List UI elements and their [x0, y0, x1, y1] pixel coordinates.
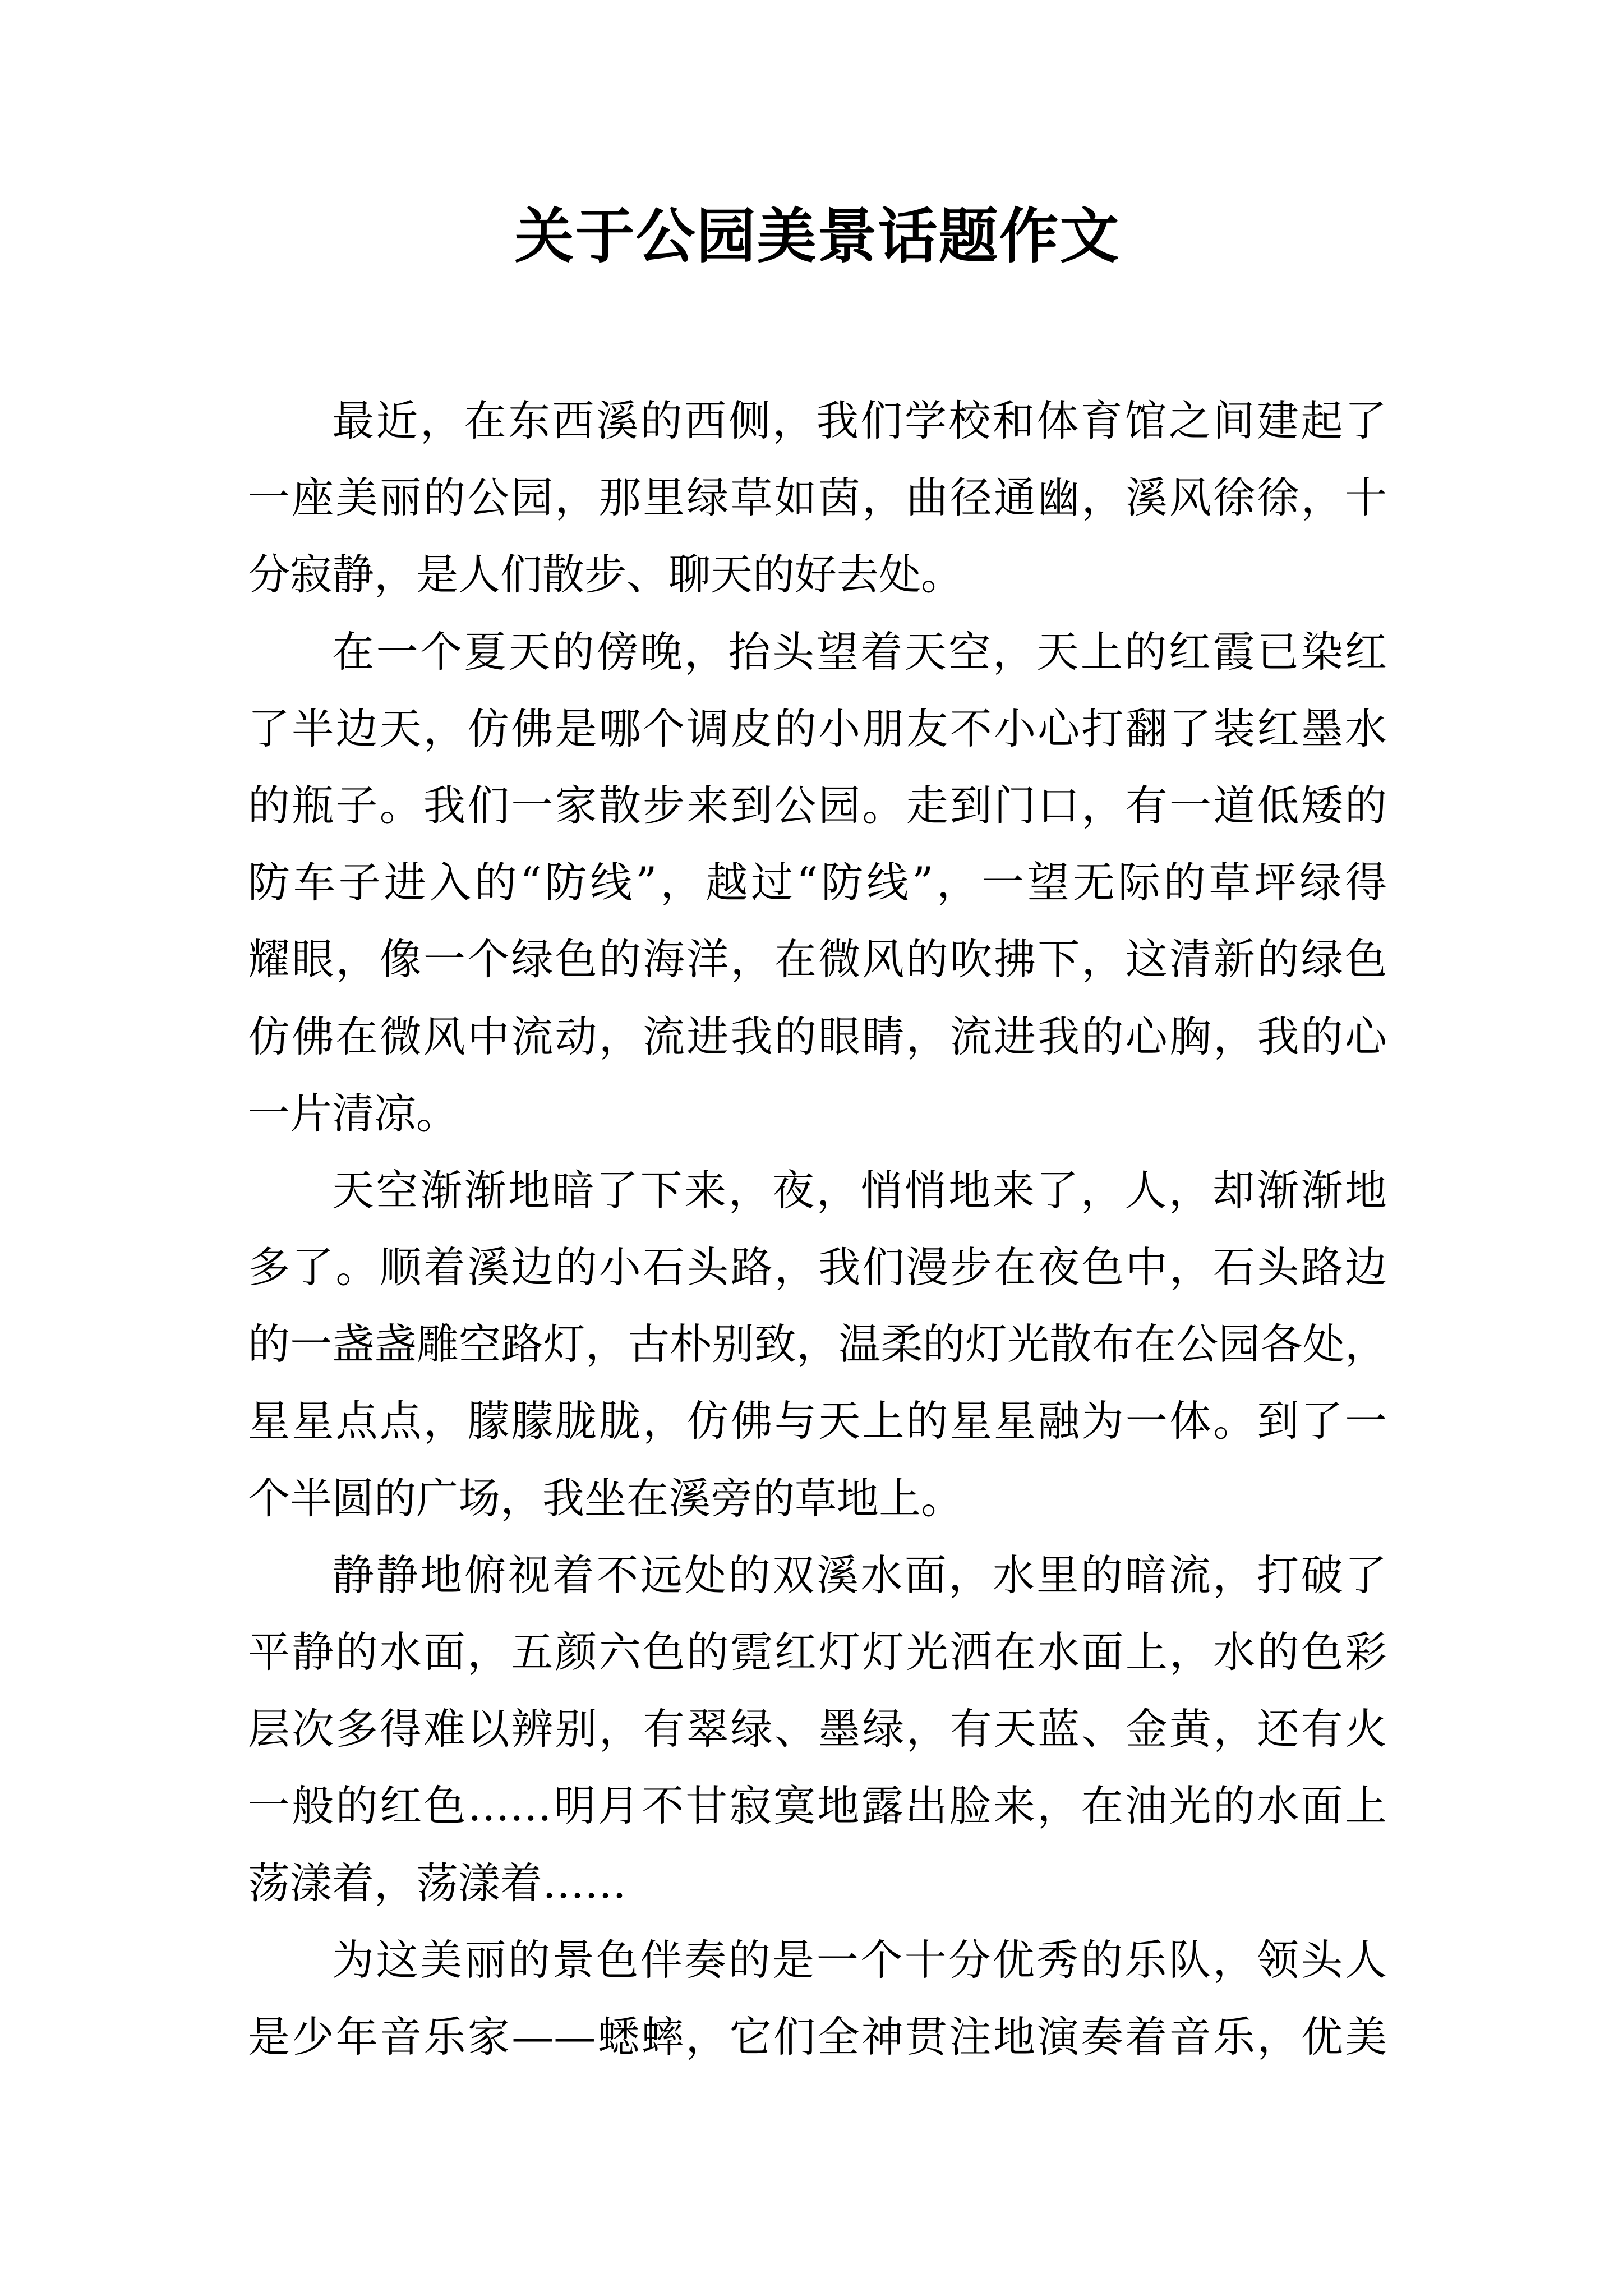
text-line: 仿佛在微风中流动，流进我的眼睛，流进我的心胸，我的心: [248, 1011, 1387, 1061]
document-title: 关于公园美景话题作文: [514, 201, 1121, 271]
text-line: 在一个夏天的傍晚，抬头望着天空，天上的红霞已染红: [332, 627, 1387, 677]
text-line: 一片清凉。: [248, 1088, 459, 1138]
paragraph-4: [248, 1537, 1387, 1922]
text-line: 分寂静，是人们散步、聊天的好去处。: [248, 550, 963, 600]
text-line: 静静地俯视着不远处的双溪水面，水里的暗流，打破了: [332, 1550, 1387, 1600]
paragraph-5: [248, 1922, 1387, 2076]
text-line: 防车子进入的“防线”，越过“防线”，一望无际的草坪绿得: [248, 858, 1387, 908]
text-line: 为这美丽的景色伴奏的是一个十分优秀的乐队，领头人: [332, 1935, 1387, 1985]
text-line: 平静的水面，五颜六色的霓红灯灯光洒在水面上，水的色彩: [248, 1627, 1387, 1677]
text-line: 了半边天，仿佛是哪个调皮的小朋友不小心打翻了装红墨水: [248, 703, 1387, 753]
text-line: 天空渐渐地暗了下来，夜，悄悄地来了，人，却渐渐地: [332, 1165, 1387, 1215]
text-line: 是少年音乐家——蟋蟀，它们全神贯注地演奏着音乐，优美: [248, 2012, 1387, 2062]
text-line: 最近，在东西溪的西侧，我们学校和体育馆之间建起了: [332, 396, 1387, 445]
text-line: 个半圆的广场，我坐在溪旁的草地上。: [248, 1473, 963, 1523]
text-line: 层次多得难以辨别，有翠绿、墨绿，有天蓝、金黄，还有火: [248, 1704, 1387, 1754]
text-line: 荡漾着，荡漾着……: [248, 1858, 627, 1908]
text-line: 一座美丽的公园，那里绿草如茵，曲径通幽，溪风徐徐，十: [248, 473, 1387, 523]
text-line: 星星点点，朦朦胧胧，仿佛与天上的星星融为一体。到了一: [248, 1396, 1387, 1446]
text-line: 的瓶子。我们一家散步来到公园。走到门口，有一道低矮的: [248, 780, 1387, 830]
paragraph-3: [248, 1152, 1387, 1537]
text-line: 多了。顺着溪边的小石头路，我们漫步在夜色中，石头路边: [248, 1243, 1387, 1292]
document-body: [248, 383, 1387, 2076]
text-line: 的一盏盏雕空路灯，古朴别致，温柔的灯光散布在公园各处，: [248, 1319, 1387, 1369]
paragraph-1: [248, 383, 1387, 614]
paragraph-2: [248, 614, 1387, 1152]
text-line: 一般的红色……明月不甘寂寞地露出脸来，在油光的水面上: [248, 1781, 1387, 1831]
text-line: 耀眼，像一个绿色的海洋，在微风的吹拂下，这清新的绿色: [248, 935, 1387, 984]
